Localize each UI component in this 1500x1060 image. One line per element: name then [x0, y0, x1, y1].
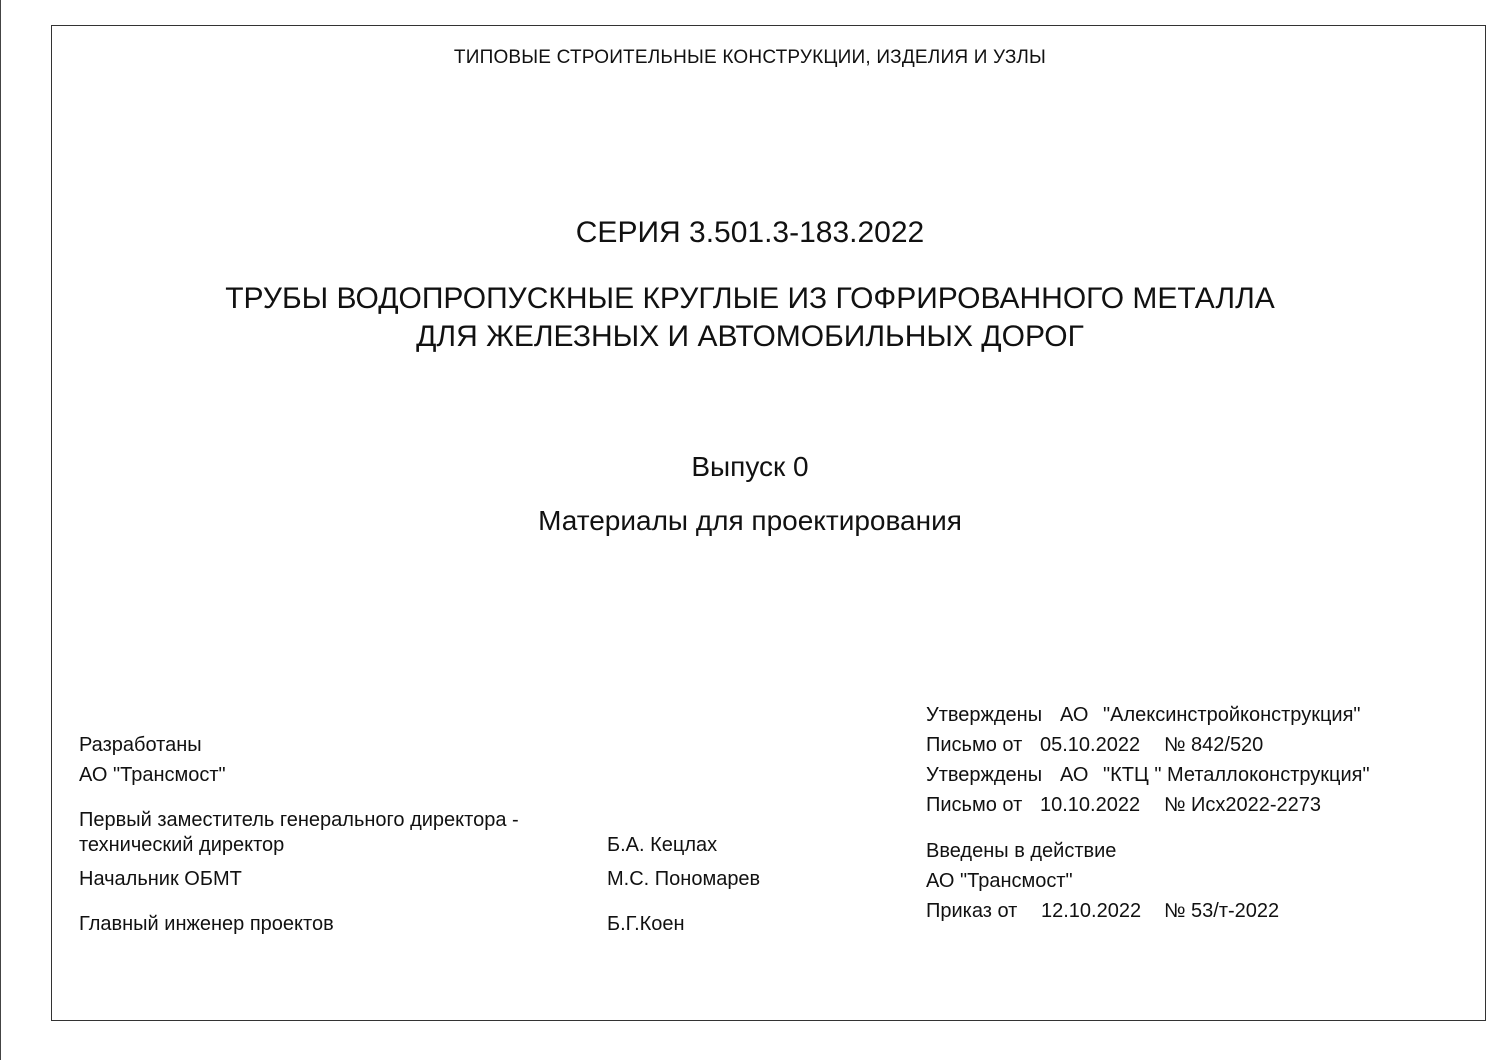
approval-2-org-name: "КТЦ " Металлоконструкция": [1103, 764, 1370, 786]
enacted-order-label: Приказ от: [926, 900, 1018, 922]
signatory-2-name: М.С. Пономарев: [607, 868, 761, 890]
series-number: СЕРИЯ 3.501.3-183.2022: [575, 216, 925, 249]
signatory-3-position: Главный инженер проектов: [79, 913, 334, 935]
approval-1-date: 05.10.2022: [1040, 734, 1141, 756]
enacted-order-date: 12.10.2022: [1041, 900, 1142, 922]
approval-1-org-prefix: АО: [1060, 704, 1089, 726]
document-title-line-1: ТРУБЫ ВОДОПРОПУСКНЫЕ КРУГЛЫЕ ИЗ ГОФРИРОВАННОГО МЕТАЛЛА: [225, 282, 1275, 315]
approval-2-date: 10.10.2022: [1040, 794, 1141, 816]
approval-1-letter-label: Письмо от: [926, 734, 1023, 756]
issue-subtitle: Материалы для проектирования: [538, 505, 962, 536]
developed-label: Разработаны: [79, 734, 202, 756]
approval-1-label: Утверждены: [926, 704, 1043, 726]
approval-1-org-name: "Алексинстройконструкция": [1103, 704, 1361, 726]
developer-organization: АО "Трансмост": [79, 764, 226, 786]
approval-1-number: № 842/520: [1164, 734, 1264, 756]
approval-2-letter-label: Письмо от: [926, 794, 1023, 816]
approval-2-label: Утверждены: [926, 764, 1043, 786]
signatory-3-name: Б.Г.Коен: [607, 913, 685, 935]
approval-2-org-prefix: АО: [1060, 764, 1089, 786]
signatory-1-name: Б.А. Кецлах: [607, 834, 718, 856]
signatory-1-position: Первый заместитель генерального директора -: [79, 809, 519, 831]
document-title-line-2: ДЛЯ ЖЕЛЕЗНЫХ И АВТОМОБИЛЬНЫХ ДОРОГ: [416, 320, 1084, 353]
issue-number: Выпуск 0: [691, 451, 809, 482]
signatory-1-position-line-2: технический директор: [79, 834, 285, 856]
enacted-label: Введены в действие: [926, 840, 1117, 862]
enacted-organization: АО "Трансмост": [926, 870, 1073, 892]
document-header: ТИПОВЫЕ СТРОИТЕЛЬНЫЕ КОНСТРУКЦИИ, ИЗДЕЛИЯ И УЗЛЫ: [453, 47, 1047, 68]
signatory-2-position: Начальник ОБМТ: [79, 868, 242, 890]
enacted-order-number: № 53/т-2022: [1164, 900, 1280, 922]
approval-2-number: № Исх2022-2273: [1164, 794, 1322, 816]
